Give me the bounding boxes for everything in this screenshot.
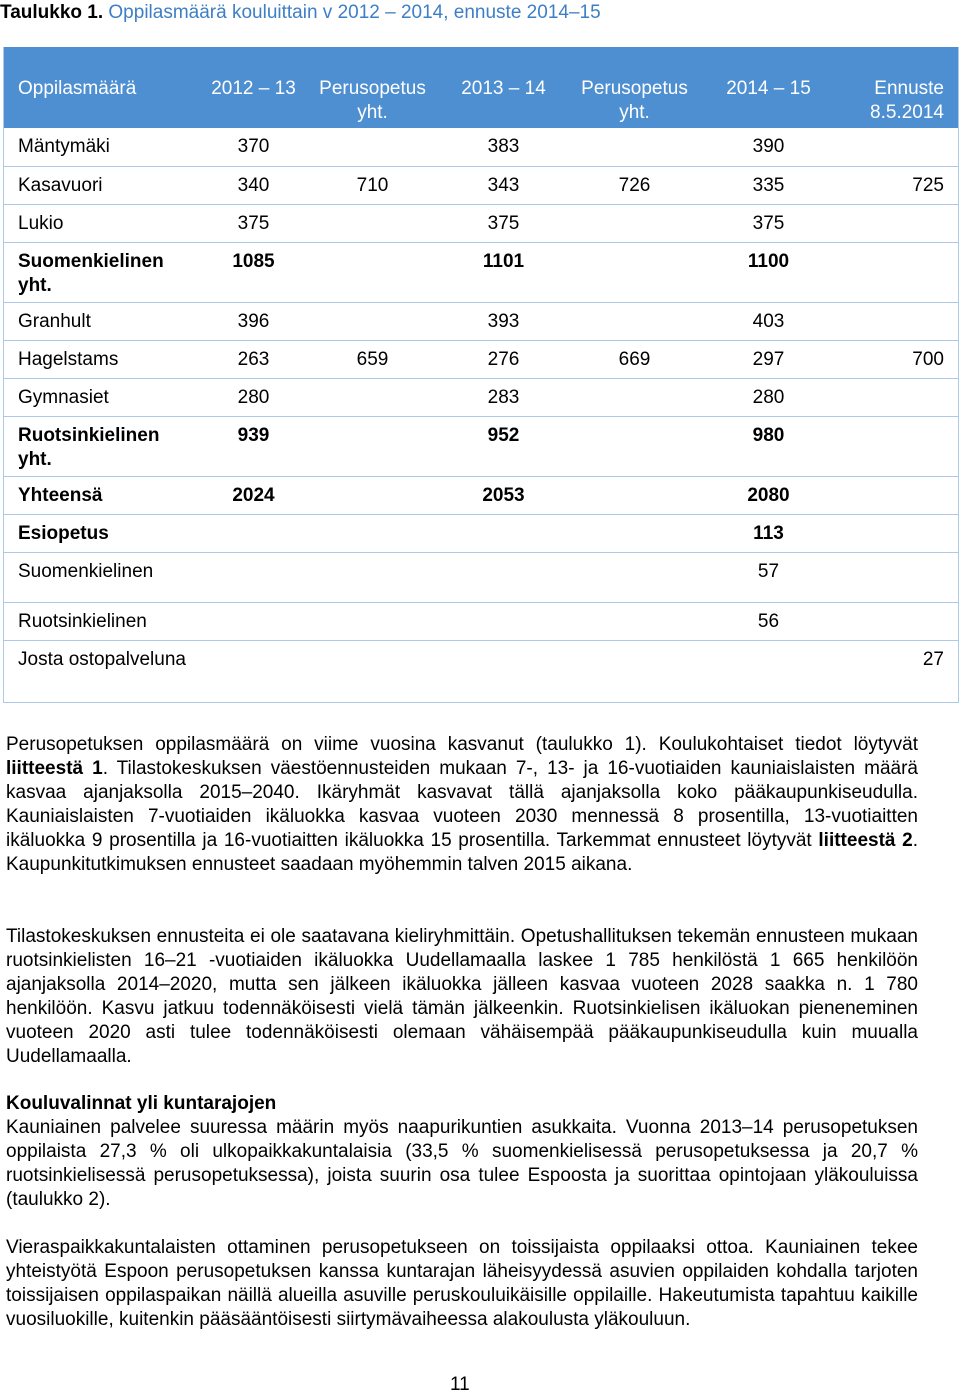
row-cell: [199, 602, 309, 640]
row-cell: 725: [839, 166, 959, 204]
caption-label: Taulukko 1.: [0, 2, 104, 23]
row-label: Kasavuori: [4, 166, 199, 204]
p1-text-b: . Tilastokeskuksen väestöennusteiden mukaan 7-, 13- ja 16-vuotiaiden kauniaislaisten määrä kasvaa ajanjaksolla 2015–2040. Ikäryhmät kasvavat tällä ajanjaksolla koko pääkaupunkiseudulla. Kauniaislaisten 7-vuotiaiden ikäluokka kasvaa vuoteen 2030 mennessä 8 prosentilla, 13-vuotiaitten ikäluokka 9 prosentilla ja 16-vuotiaitten ikäluokka 15 prosentilla. Tarkemmat ennusteet löytyvät: [6, 758, 918, 851]
row-cell: 57: [699, 552, 839, 602]
p2-text: Tilastokeskuksen ennusteita ei ole saatavana kieliryhmittäin. Opetushallituksen tekemän ennusteen mukaan ruotsinkielisten 16–21 -vuotiaiden ikäluokka Uudellamaalla laskee 1 785 henkilöstä 1 665 henkilöön ajanjaksolla 2014–2020, mutta sen jälkeen ikäluokka jälleen kasvaa vuoteen 2028 saakka n. 1 780 henkilöön. Kasvu jatkuu todennäköisesti vielä tämän jälkeenkin. Ruotsinkielisen ikäluokan pieneneminen vuoteen 2020 asti tulee todennäköisesti olemaan vähäisempää pääkaupunkiseudulla kuin muualla Uudellamaalla.: [6, 926, 918, 1067]
row-cell: [571, 602, 699, 640]
table-row: [4, 340, 959, 378]
row-cell: [571, 204, 699, 242]
row-cell: 340: [199, 166, 309, 204]
row-cell: [839, 242, 959, 302]
row-label: Josta ostopalveluna: [4, 640, 199, 702]
row-cell: [309, 378, 437, 416]
row-cell: 1085: [199, 242, 309, 302]
row-cell: [309, 602, 437, 640]
section-kouluvalinnat: [6, 1092, 918, 1212]
row-cell: [839, 416, 959, 476]
row-cell: [571, 378, 699, 416]
row-cell: [309, 640, 437, 702]
row-cell: 343: [437, 166, 571, 204]
row-label: Esiopetus: [4, 514, 199, 552]
p1-text-a: Perusopetuksen oppilasmäärä on viime vuosina kasvanut (taulukko 1). Koulukohtaiset tiedot löytyvät: [6, 734, 918, 755]
row-cell: [309, 476, 437, 514]
table-row: [4, 640, 959, 702]
header-ennuste: Ennuste 8.5.2014: [839, 47, 959, 128]
row-cell: [309, 552, 437, 602]
p1-text-c: . Kaupunkitutkimuksen ennusteet saadaan myöhemmin talven 2015 aikana.: [6, 830, 918, 875]
row-cell: 335: [699, 166, 839, 204]
header-oppilasmaara: Oppilasmäärä: [4, 47, 199, 128]
row-cell: 113: [699, 514, 839, 552]
section-heading: Kouluvalinnat yli kuntarajojen: [6, 1093, 277, 1114]
row-cell: [839, 552, 959, 602]
row-label: Suomenkielinen yht.: [4, 242, 199, 302]
row-cell: 669: [571, 340, 699, 378]
header-2012-13: 2012 – 13: [199, 47, 309, 128]
row-cell: 1101: [437, 242, 571, 302]
row-cell: 659: [309, 340, 437, 378]
paragraph-1: [6, 733, 918, 877]
paragraph-2: [6, 925, 918, 1069]
page-number: 11: [450, 1374, 470, 1395]
row-cell: 2053: [437, 476, 571, 514]
table-caption: [0, 2, 601, 24]
p4-text: Vieraspaikkakuntalaisten ottaminen perusopetukseen on toissijaista oppilaaksi ottoa. Kauniainen tekee yhteistyötä Espoon perusopetuksen kanssa kuntarajan läheisyydessä asuvien oppilaiden kohdalla tarjoten toissijaisen oppilaspaikan näillä alueilla asuville peruskouluikäisille oppilaille. Hakeutumista tapahtuu kaikille vuosiluokille, kuitenkin pääsääntöisesti siirtymävaiheessa alakoulusta yläkouluun.: [6, 1237, 918, 1330]
row-cell: [309, 416, 437, 476]
row-cell: 700: [839, 340, 959, 378]
row-cell: [437, 602, 571, 640]
row-cell: 2080: [699, 476, 839, 514]
row-cell: [571, 640, 699, 702]
table-row: [4, 416, 959, 476]
row-cell: [199, 552, 309, 602]
row-cell: [839, 378, 959, 416]
table-row: [4, 128, 959, 166]
row-label: Lukio: [4, 204, 199, 242]
row-cell: 276: [437, 340, 571, 378]
p3-text: Kauniainen palvelee suuressa määrin myös naapurikuntien asukkaita. Vuonna 2013–14 perusopetuksen oppilaista 27,3 % oli ulkopaikkakuntalaisia (33,5 % suomenkielisessä perusopetuksessa ja 20,7 % ruotsinkielisessä perusopetuksessa), joista suurin osa tulee Espoosta ja suorittaa opintojaan yläkouluissa (taulukko 2).: [6, 1117, 918, 1210]
row-cell: 396: [199, 302, 309, 340]
row-cell: [699, 640, 839, 702]
row-cell: 56: [699, 602, 839, 640]
paragraph-4: [6, 1236, 918, 1332]
row-cell: [437, 640, 571, 702]
row-cell: [571, 552, 699, 602]
row-cell: [839, 302, 959, 340]
table-row: [4, 552, 959, 602]
link-liite-1[interactable]: liitteestä 1: [6, 758, 103, 779]
row-cell: [571, 128, 699, 166]
row-cell: [839, 476, 959, 514]
row-cell: 283: [437, 378, 571, 416]
row-label: Ruotsinkielinen: [4, 602, 199, 640]
table-row: [4, 242, 959, 302]
table-row: [4, 166, 959, 204]
row-cell: 939: [199, 416, 309, 476]
row-cell: [309, 514, 437, 552]
row-cell: 297: [699, 340, 839, 378]
row-cell: 280: [699, 378, 839, 416]
row-label: Granhult: [4, 302, 199, 340]
row-cell: [437, 514, 571, 552]
table-row: [4, 378, 959, 416]
header-perusopetus-2: Perusopetus yht.: [571, 47, 699, 128]
row-cell: [309, 242, 437, 302]
table-row: [4, 302, 959, 340]
row-cell: [839, 602, 959, 640]
table-row: [4, 476, 959, 514]
row-cell: [571, 416, 699, 476]
row-cell: [571, 302, 699, 340]
row-cell: 263: [199, 340, 309, 378]
row-cell: [839, 514, 959, 552]
row-cell: 1100: [699, 242, 839, 302]
row-cell: [309, 128, 437, 166]
row-label: Mäntymäki: [4, 128, 199, 166]
row-label: Gymnasiet: [4, 378, 199, 416]
row-cell: 370: [199, 128, 309, 166]
header-perusopetus-1: Perusopetus yht.: [309, 47, 437, 128]
row-cell: 403: [699, 302, 839, 340]
row-cell: [571, 476, 699, 514]
row-cell: [839, 128, 959, 166]
row-cell: 27: [839, 640, 959, 702]
table-row: [4, 514, 959, 552]
row-label: Yhteensä: [4, 476, 199, 514]
row-cell: [309, 302, 437, 340]
row-cell: [571, 242, 699, 302]
row-cell: 375: [437, 204, 571, 242]
row-cell: 375: [199, 204, 309, 242]
row-label: Hagelstams: [4, 340, 199, 378]
table-header-row: [4, 47, 959, 128]
row-cell: [309, 204, 437, 242]
row-cell: 710: [309, 166, 437, 204]
enrollment-table: [3, 47, 959, 703]
row-cell: 383: [437, 128, 571, 166]
caption-title: Oppilasmäärä kouluittain v 2012 – 2014, ennuste 2014–15: [108, 2, 601, 23]
row-cell: 393: [437, 302, 571, 340]
row-cell: [437, 552, 571, 602]
row-label: Suomenkielinen: [4, 552, 199, 602]
row-cell: 980: [699, 416, 839, 476]
row-cell: 280: [199, 378, 309, 416]
table-row: [4, 204, 959, 242]
header-2014-15: 2014 – 15: [699, 47, 839, 128]
row-cell: 726: [571, 166, 699, 204]
row-cell: 952: [437, 416, 571, 476]
row-cell: [839, 204, 959, 242]
header-2013-14: 2013 – 14: [437, 47, 571, 128]
table-row: [4, 602, 959, 640]
row-cell: [199, 640, 309, 702]
row-cell: [199, 514, 309, 552]
row-label: Ruotsinkielinen yht.: [4, 416, 199, 476]
row-cell: 2024: [199, 476, 309, 514]
row-cell: 390: [699, 128, 839, 166]
row-cell: 375: [699, 204, 839, 242]
row-cell: [571, 514, 699, 552]
link-liite-2[interactable]: liitteestä 2: [818, 830, 913, 851]
